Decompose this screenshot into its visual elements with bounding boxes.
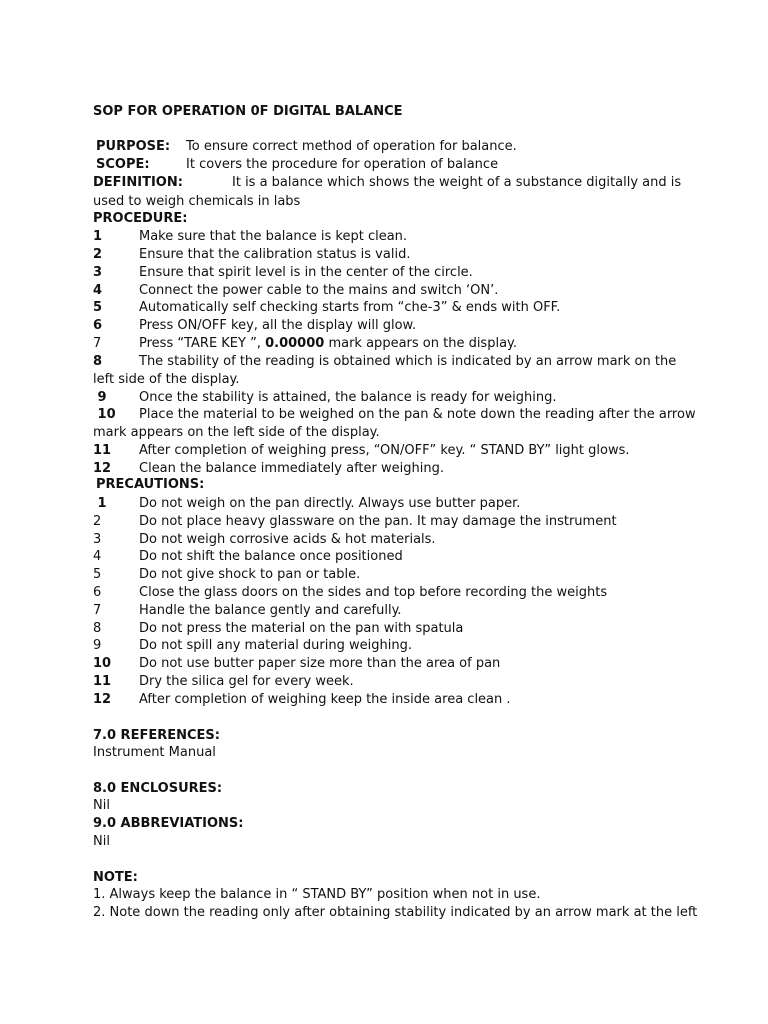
step-number: 3	[93, 265, 103, 280]
precaution-item	[93, 495, 693, 512]
item-number: 11	[93, 674, 112, 689]
step-number: 12	[93, 461, 112, 476]
references-heading: 7.0 REFERENCES:	[93, 728, 220, 743]
step-text: Ensure that spirit level is in the center of the circle.	[139, 265, 473, 280]
procedure-step	[93, 389, 693, 406]
step-number: 8	[93, 354, 103, 369]
scope-text: It covers the procedure for operation of balance	[186, 157, 499, 172]
item-number: 6	[93, 585, 102, 600]
item-text: Do not use butter paper size more than the area of pan	[139, 656, 501, 671]
procedure-step	[93, 228, 693, 245]
step-number: 9	[93, 390, 107, 405]
item-number: 5	[93, 567, 102, 582]
step-text	[139, 335, 517, 352]
step-text-post: mark appears on the display.	[324, 336, 518, 351]
step-number: 4	[93, 283, 103, 298]
item-number: 10	[93, 656, 112, 671]
step-text: The stability of the reading is obtained which is indicated by an arrow mark on the	[139, 354, 677, 369]
step-text: Automatically self checking starts from “che-3” & ends with OFF.	[139, 300, 561, 315]
item-text: Do not weigh corrosive acids & hot materials.	[139, 532, 436, 547]
step-number: 1	[93, 229, 103, 244]
step-text: Connect the power cable to the mains and switch ‘ON’.	[139, 283, 499, 298]
purpose-label: PURPOSE:	[96, 139, 171, 154]
tare-display-value: 0.00000	[265, 336, 325, 351]
item-number: 12	[93, 692, 112, 707]
step-text-continuation: left side of the display.	[93, 372, 240, 387]
item-text: Dry the silica gel for every week.	[139, 674, 354, 689]
references-text: Instrument Manual	[93, 745, 216, 760]
definition-text-line2: used to weigh chemicals in labs	[93, 194, 301, 209]
procedure-step	[93, 406, 696, 423]
item-number: 4	[93, 549, 102, 564]
item-number: 2	[93, 514, 102, 529]
precaution-item	[93, 620, 693, 637]
note-line: 2. Note down the reading only after obtaining stability indicated by an arrow mark at the left	[93, 905, 698, 920]
precaution-item	[93, 602, 693, 619]
note-line: 1. Always keep the balance in “ STAND BY” position when not in use.	[93, 887, 541, 902]
scope-label: SCOPE:	[96, 157, 150, 172]
precaution-item	[93, 655, 693, 672]
item-number: 3	[93, 532, 102, 547]
item-text: Do not weigh on the pan directly. Always use butter paper.	[139, 496, 521, 511]
procedure-step	[93, 335, 693, 352]
item-number: 8	[93, 621, 102, 636]
step-text: Once the stability is attained, the balance is ready for weighing.	[139, 390, 557, 405]
procedure-heading: PROCEDURE:	[93, 211, 188, 226]
procedure-step	[93, 282, 693, 299]
step-text: Press ON/OFF key, all the display will glow.	[139, 318, 417, 333]
procedure-step	[93, 317, 693, 334]
precaution-item	[93, 673, 693, 690]
enclosures-heading: 8.0 ENCLOSURES:	[93, 781, 223, 796]
procedure-step	[93, 246, 693, 263]
step-number: 5	[93, 300, 103, 315]
item-number: 7	[93, 603, 102, 618]
definition-text-line1: It is a balance which shows the weight of a substance digitally and is	[232, 175, 682, 190]
step-text: Make sure that the balance is kept clean.	[139, 229, 408, 244]
precaution-item	[93, 584, 693, 601]
step-text-continuation: mark appears on the left side of the display.	[93, 425, 380, 440]
step-text: Ensure that the calibration status is valid.	[139, 247, 411, 262]
precaution-item	[93, 637, 693, 654]
procedure-step	[93, 299, 693, 316]
item-text: Do not give shock to pan or table.	[139, 567, 361, 582]
item-text: Do not spill any material during weighing.	[139, 638, 412, 653]
abbreviations-heading: 9.0 ABBREVIATIONS:	[93, 816, 244, 831]
precaution-item	[93, 566, 693, 583]
step-number: 11	[93, 443, 112, 458]
procedure-step	[93, 442, 693, 459]
step-text: Clean the balance immediately after weighing.	[139, 461, 444, 476]
enclosures-text: Nil	[93, 798, 110, 813]
item-text: After completion of weighing keep the inside area clean .	[139, 692, 511, 707]
purpose-text: To ensure correct method of operation for balance.	[186, 139, 517, 154]
step-number: 6	[93, 318, 103, 333]
item-text: Do not shift the balance once positioned	[139, 549, 403, 564]
note-heading: NOTE:	[93, 870, 138, 885]
step-number: 7	[93, 336, 102, 351]
precaution-item	[93, 548, 693, 565]
procedure-step	[93, 353, 693, 370]
precaution-item	[93, 513, 693, 530]
procedure-step	[93, 264, 693, 281]
procedure-step	[93, 460, 693, 477]
step-text: After completion of weighing press, “ON/OFF” key. “ STAND BY” light glows.	[139, 443, 630, 458]
document-title: SOP FOR OPERATION 0F DIGITAL BALANCE	[93, 104, 403, 119]
item-text: Close the glass doors on the sides and top before recording the weights	[139, 585, 608, 600]
step-number: 2	[93, 247, 103, 262]
step-text-pre: Press “TARE KEY ”,	[139, 336, 266, 351]
precautions-heading: PRECAUTIONS:	[96, 477, 205, 492]
item-number: 9	[93, 638, 102, 653]
precaution-item	[93, 531, 693, 548]
item-text: Handle the balance gently and carefully.	[139, 603, 402, 618]
precaution-item	[93, 691, 693, 708]
abbreviations-text: Nil	[93, 834, 110, 849]
item-text: Do not press the material on the pan with spatula	[139, 621, 464, 636]
step-text: Place the material to be weighed on the pan & note down the reading after the arrow	[139, 407, 696, 422]
step-number: 10	[93, 407, 116, 422]
item-number: 1	[93, 496, 107, 511]
definition-label: DEFINITION:	[93, 175, 183, 190]
item-text: Do not place heavy glassware on the pan. It may damage the instrument	[139, 514, 617, 529]
